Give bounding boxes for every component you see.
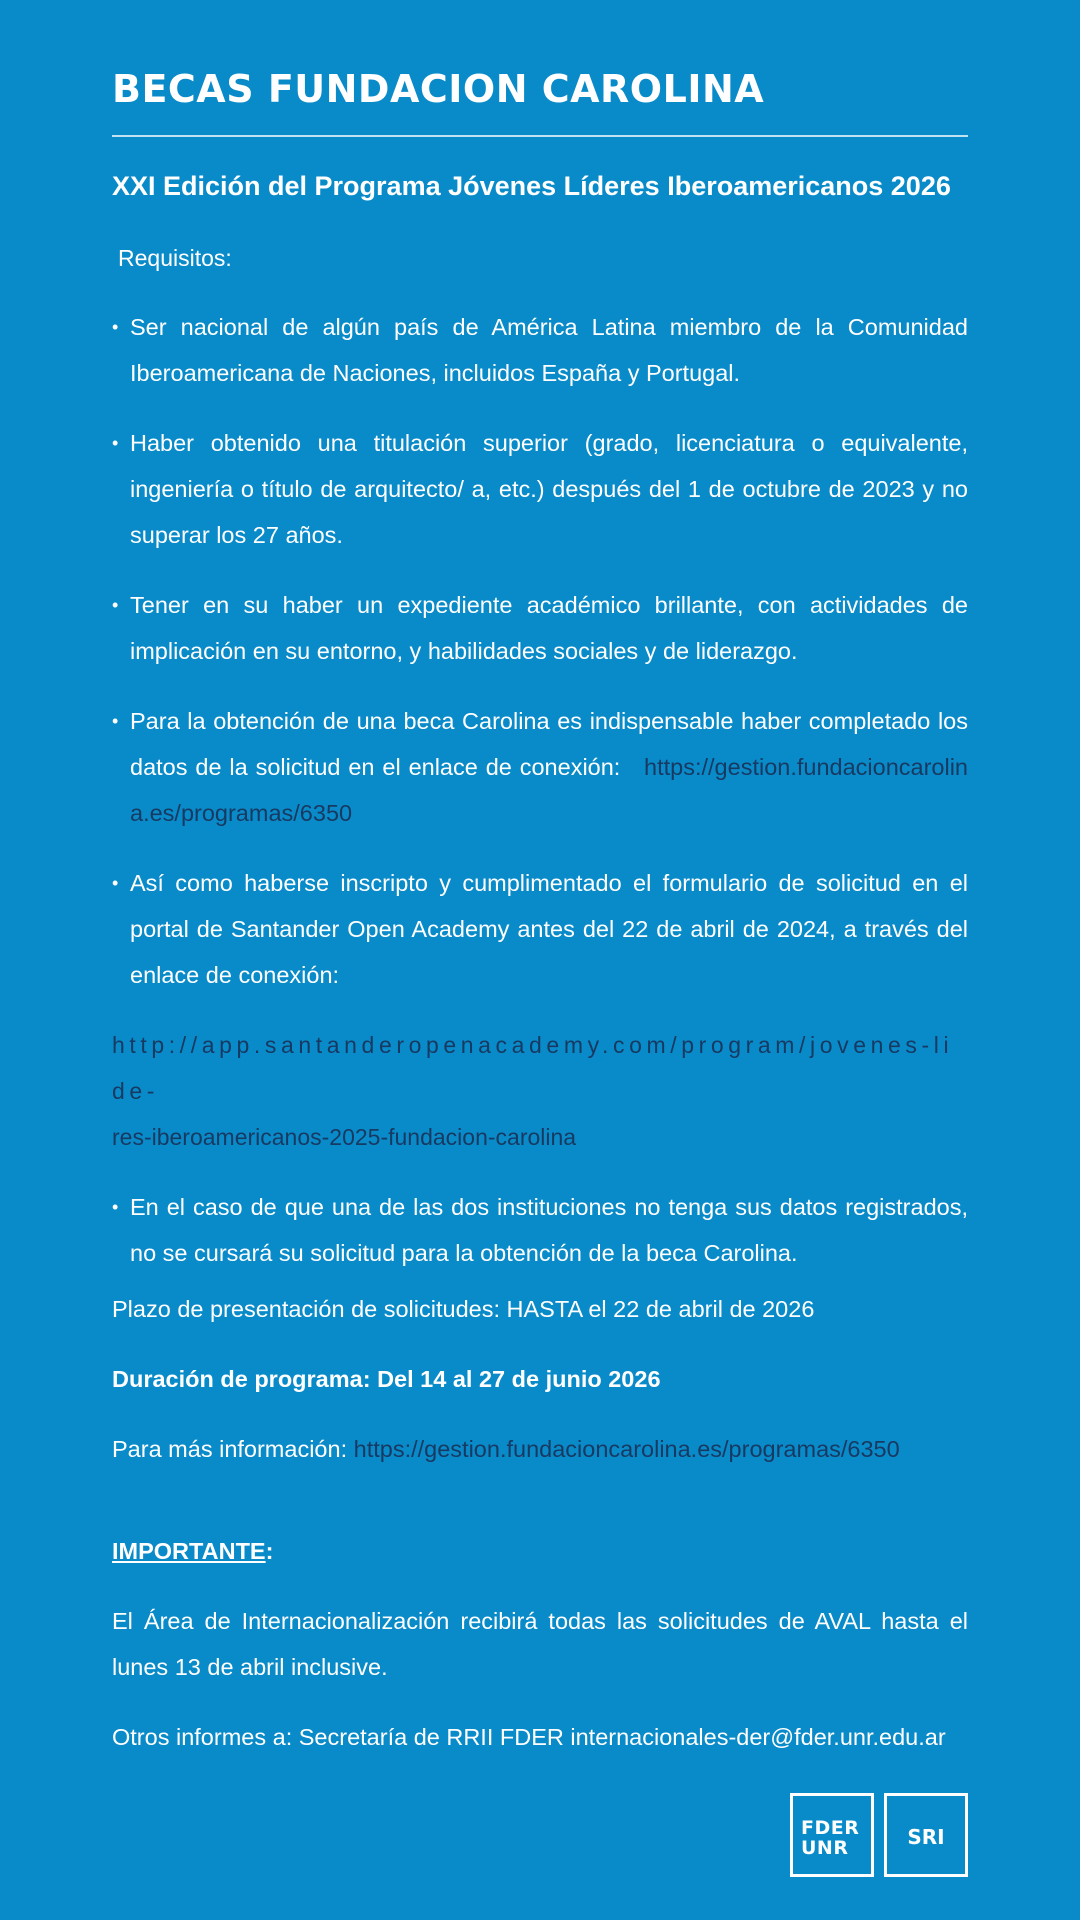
important-colon: : [265,1538,274,1564]
application-link[interactable]: https://gestion.fundacioncarolina.es/programas/6350 [130,754,969,826]
important-text: El Área de Internacionalización recibirá todas las solicitudes de AVAL hasta el lunes 13 de abril inclusive. [112,1608,968,1680]
more-info [112,1426,900,1472]
requirement-item [112,698,968,836]
requirement-item [112,420,968,558]
bullet-icon: • [112,873,119,893]
requirement-item [112,860,968,998]
requirement-text: Tener en su haber un expediente académico brillante, con actividades de implicación en su entorno, y habilidades sociales y de liderazgo. [130,592,968,664]
more-info-label: Para más información: [112,1436,348,1462]
contact-text: Otros informes a: Secretaría de RRII FDER internacionales-der@fder.unr.edu.ar [112,1724,946,1750]
duration-text: Duración de programa: Del 14 al 27 de junio 2026 [112,1366,661,1392]
santander-link[interactable] [112,1022,968,1160]
program-subtitle: XXI Edición del Programa Jóvenes Líderes Iberoamericanos 2026 [112,171,951,201]
bullet-icon: • [112,595,119,615]
requirement-item [112,304,968,396]
requirement-text: Para la obtención de una beca Carolina es indispensable haber completado los datos de la solicitud en el enlace de conexión: [130,708,968,780]
requirement-text: Haber obtenido una titulación superior (grado, licenciatura o equivalente, ingeniería o título de arquitecto/ a, etc.) después del 1 de octubre de 2023 y no superar los 27 años. [130,430,968,548]
bullet-icon: • [112,317,119,337]
deadline-text: Plazo de presentación de solicitudes: HASTA el 22 de abril de 2026 [112,1296,815,1322]
bullet-icon: • [112,433,119,453]
requirement-item [112,582,968,674]
bullet-icon: • [112,1197,119,1217]
fder-unr-logo [790,1793,874,1877]
sri-logo [884,1793,968,1877]
requirement-text: En el caso de que una de las dos instituciones no tenga sus datos registrados, no se cursará su solicitud para la obtención de la beca Carolina. [130,1194,968,1266]
requirement-item [112,1184,968,1276]
sri-logo-text: SRI [907,1825,945,1849]
santander-link-line1[interactable]: http://app.santanderopenacademy.com/program/jovenes-lide- [112,1032,954,1104]
important-label: IMPORTANTE [112,1538,266,1564]
requirements-list [112,304,968,1300]
santander-link-line2[interactable]: res-iberoamericanos-2025-fundacion-carolina [112,1124,577,1150]
requirement-text: Así como haberse inscripto y cumplimentado el formulario de solicitud en el portal de Santander Open Academy antes del 22 de abril de 2024, a través del enlace de conexión: [130,870,968,988]
fder-logo-line2: UNR [801,1837,849,1859]
fder-logo-line1: FDER [801,1817,860,1839]
page-title: BECAS FUNDACION CAROLINA [112,67,765,111]
more-info-link[interactable]: https://gestion.fundacioncarolina.es/programas/6350 [353,1436,900,1462]
bullet-icon: • [112,711,119,731]
important-heading [112,1528,273,1574]
requirements-label: Requisitos: [118,245,232,271]
requirement-text: Ser nacional de algún país de América Latina miembro de la Comunidad Iberoamericana de Naciones, incluidos España y Portugal. [130,314,968,386]
logos [790,1793,968,1877]
title-divider [112,135,968,137]
